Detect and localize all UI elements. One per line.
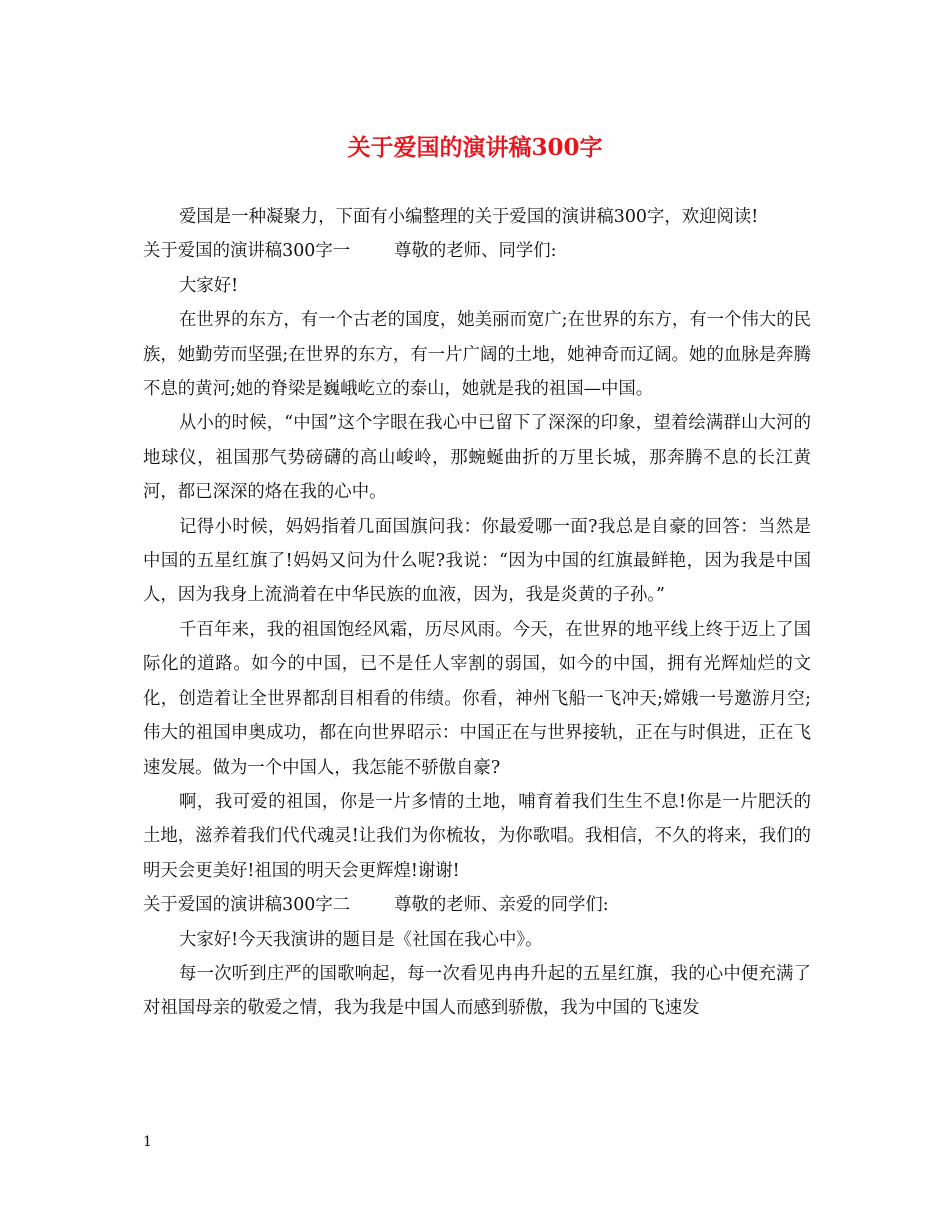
section-2-heading-line	[143, 888, 811, 922]
section-2-salutation: 尊敬的老师、亲爱的同学们:	[394, 895, 609, 916]
section-1-heading: 关于爱国的演讲稿300字一	[143, 241, 351, 262]
section-2-paragraph: 大家好!今天我演讲的题目是《社国在我心中》。	[179, 929, 543, 950]
section-1-paragraph: 在世界的东方，有一个古老的国度，她美丽而宽广;在世界的东方，有一个伟大的民族，她勤劳而坚强;在世界的东方，有一片广阔的土地，她神奇而辽阔。她的血脉是奔腾不息的黄河;她的脊梁是巍峨屹立的泰山，她就是我的祖国—中国。	[143, 310, 811, 400]
document-title: 关于爱国的演讲稿300字	[347, 134, 603, 161]
section-2-heading: 关于爱国的演讲稿300字二	[143, 895, 351, 916]
section-1-paragraph: 啊，我可爱的祖国，你是一片多情的土地，哺育着我们生生不息!你是一片肥沃的土地，滋养着我们代代魂灵!让我们为你梳妆，为你歌唱。我相信，不久的将来，我们的明天会更美好!祖国的明天会更辉煌!谢谢!	[143, 791, 811, 881]
page-number: 1	[143, 1134, 152, 1150]
section-1-heading-line	[143, 234, 811, 268]
intro-paragraph: 爱国是一种凝聚力，下面有小编整理的关于爱国的演讲稿300字，欢迎阅读!	[179, 207, 759, 227]
section-1-paragraph: 大家好!	[179, 275, 239, 296]
section-1-paragraph: 记得小时候，妈妈指着几面国旗问我：你最爱哪一面?我总是自豪的回答：当然是中国的五星红旗了!妈妈又问为什么呢?我说：“因为中国的红旗最鲜艳，因为我是中国人，因为我身上流淌着在中华民族的血液，因为，我是炎黄的子孙。”	[143, 516, 811, 606]
section-1-paragraph: 千百年来，我的祖国饱经风霜，历尽风雨。今天，在世界的地平线上终于迈上了国际化的道路。如今的中国，已不是任人宰割的弱国，如今的中国，拥有光辉灿烂的文化，创造着让全世界都刮目相看的伟绩。你看，神州飞船一飞冲天;嫦娥一号邀游月空;伟大的祖国申奥成功，都在向世界昭示：中国正在与世界接轨，正在与时俱进，正在飞速发展。做为一个中国人，我怎能不骄傲自豪?	[143, 619, 811, 778]
document-body	[143, 200, 811, 1026]
section-1-salutation: 尊敬的老师、同学们:	[394, 241, 557, 262]
section-1-paragraph: 从小的时候，“中国”这个字眼在我心中已留下了深深的印象，望着绘满群山大河的地球仪，祖国那气势磅礴的高山峻岭，那蜿蜒曲折的万里长城，那奔腾不息的长江黄河，都已深深的烙在我的心中。	[143, 413, 811, 503]
section-2-paragraph: 每一次听到庄严的国歌响起，每一次看见冉冉升起的五星红旗，我的心中便充满了对祖国母亲的敬爱之情，我为我是中国人而感到骄傲，我为中国的飞速发	[143, 963, 811, 1019]
